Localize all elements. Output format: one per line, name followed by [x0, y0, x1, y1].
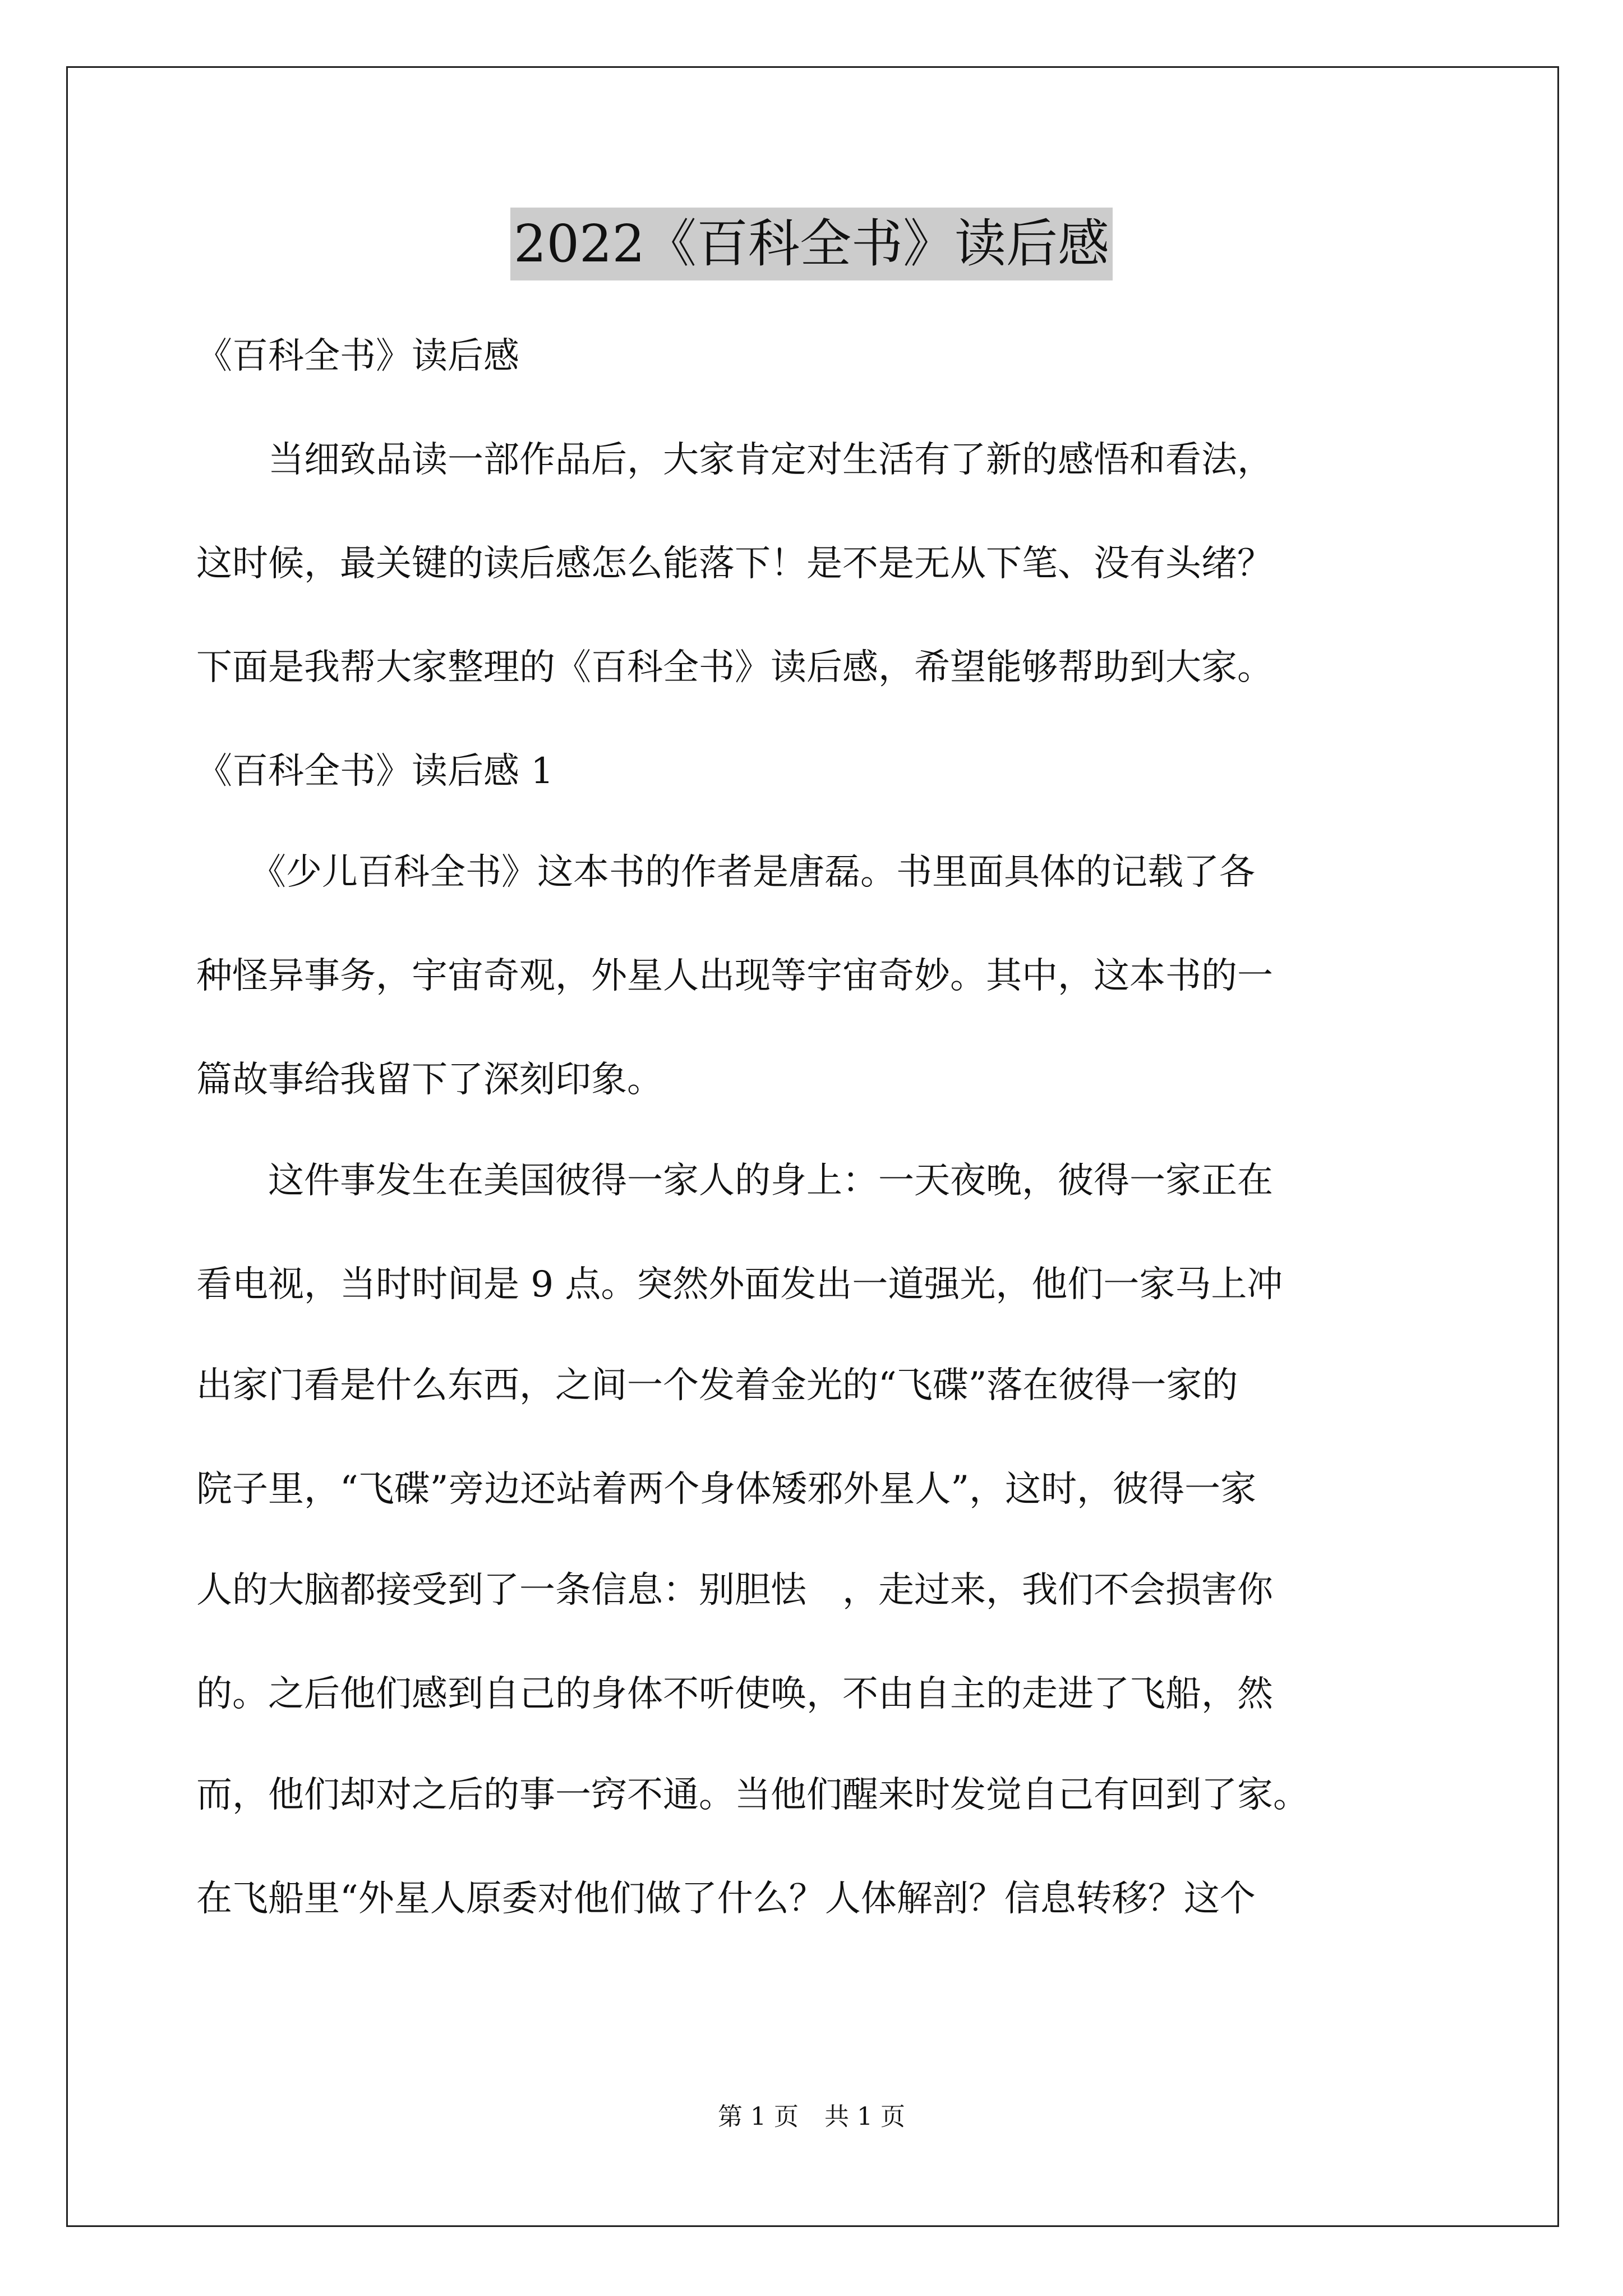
section-heading: 《百科全书》读后感 1: [196, 751, 554, 792]
paragraph-line: 这件事发生在美国彼得一家人的身上：一天夜晚，彼得一家正在: [196, 1160, 1273, 1202]
paragraph-line: 下面是我帮大家整理的《百科全书》读后感，希望能够帮助到大家。: [196, 647, 1273, 688]
paragraph-line: 种怪异事务，宇宙奇观，外星人出现等宇宙奇妙。其中，这本书的一: [196, 955, 1273, 997]
paragraph-line: 的。之后他们感到自己的身体不听使唤，不由自主的走进了飞船，然: [196, 1673, 1273, 1715]
paragraph-line: 出家门看是什么东西，之间一个发着金光的“飞碟”落在彼得一家的: [196, 1365, 1238, 1406]
title-container: [0, 208, 1623, 280]
page-total: 共 1 页: [824, 2102, 905, 2131]
paragraph-line: 这时候，最关键的读后感怎么能落下！是不是无从下笔、没有头绪？: [196, 543, 1273, 585]
page-footer: [0, 2100, 1623, 2134]
paragraph-line: 看电视，当时时间是 9 点。突然外面发出一道强光，他们一家马上冲: [196, 1264, 1283, 1305]
paragraph-line: 在飞船里“外星人原委对他们做了什么？人体解剖？信息转移？这个: [196, 1878, 1256, 1920]
paragraph-line: 篇故事给我留下了深刻印象。: [196, 1059, 663, 1101]
document-title: 2022《百科全书》读后感: [510, 208, 1113, 280]
paragraph-line: 人的大脑都接受到了一条信息：别胆怯 ，走过来，我们不会损害你: [196, 1570, 1273, 1611]
page-number: 第 1 页: [718, 2102, 799, 2131]
paragraph-line: 而，他们却对之后的事一窍不通。当他们醒来时发觉自己有回到了家。: [196, 1774, 1309, 1816]
paragraph-line: 院子里，“飞碟”旁边还站着两个身体矮邪外星人”，这时，彼得一家: [196, 1469, 1257, 1510]
paragraph-line: 当细致品读一部作品后，大家肯定对生活有了新的感悟和看法，: [196, 439, 1273, 481]
section-heading: 《百科全书》读后感: [196, 335, 519, 377]
paragraph-line: 《少儿百科全书》这本书的作者是唐磊。书里面具体的记载了各: [196, 852, 1255, 893]
